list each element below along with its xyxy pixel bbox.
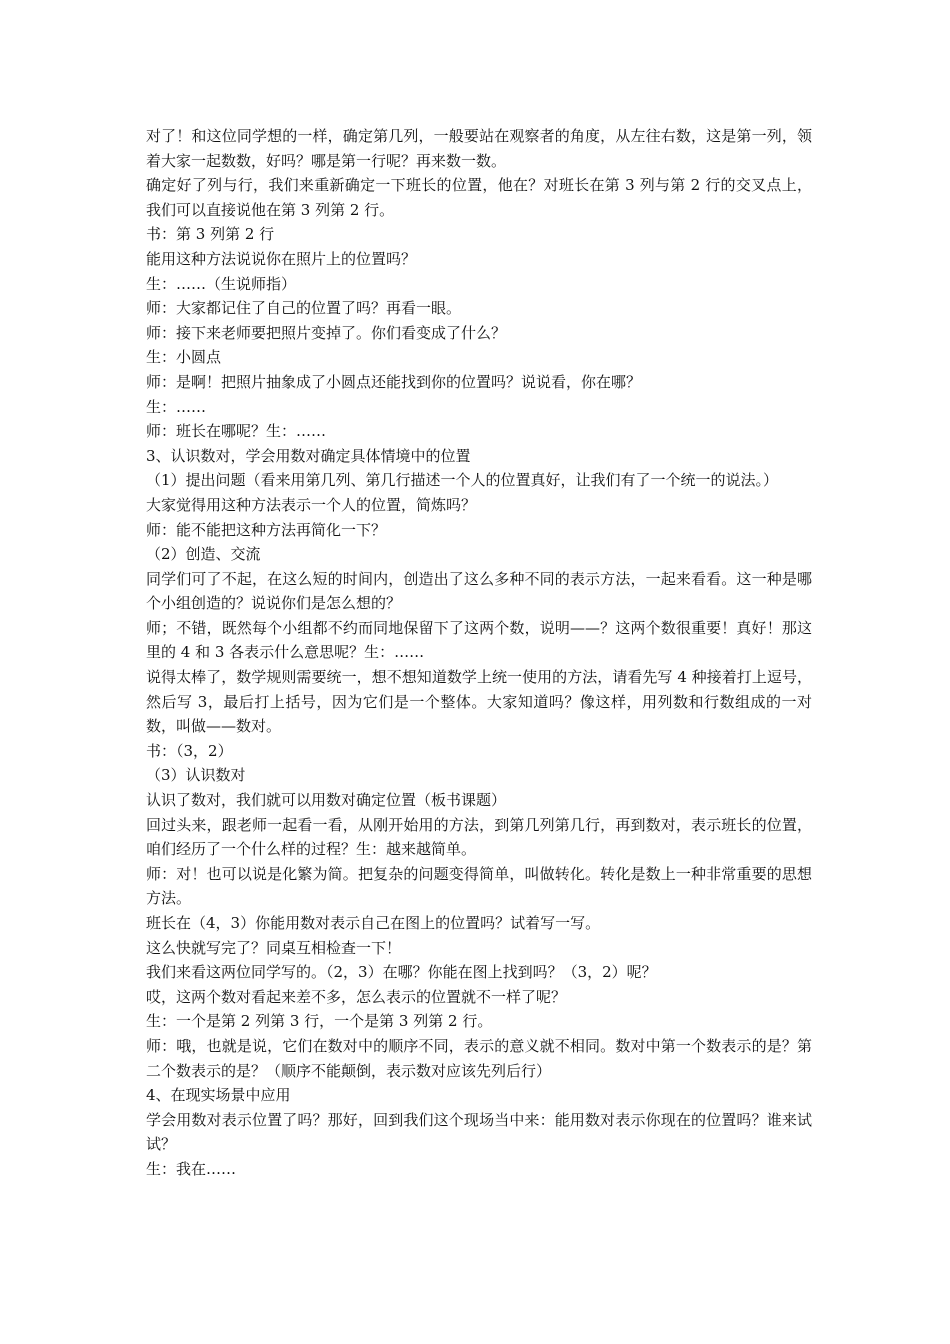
paragraph: 同学们可了不起，在这么短的时间内，创造出了这么多种不同的表示方法，一起来看看。这一种是哪个小组创造的？说说你们是怎么想的？ (146, 569, 812, 613)
paragraph: 班长在（4，3）你能用数对表示自己在图上的位置吗？试着写一写。 (146, 914, 601, 932)
paragraph: 回过头来，跟老师一起看一看，从刚开始用的方法，到第几列第几行，再到数对，表示班长的位置，咱们经历了一个什么样的过程？生：越来越简单。 (146, 815, 812, 859)
paragraph: 生：…… (146, 397, 207, 416)
document-page (146, 124, 812, 1182)
paragraph: 大家觉得用这种方法表示一个人的位置，简炼吗？ (146, 495, 477, 514)
section-heading: 3、认识数对，学会用数对确定具体情境中的位置 (146, 446, 471, 465)
paragraph: 确定好了列与行，我们来重新确定一下班长的位置，他在？对班长在第 3 列与第 2 行的交叉点上，我们可以直接说他在第 3 列第 2 行。 (146, 176, 812, 219)
paragraph: （1）提出问题（看来用第几列、第几行描述一个人的位置真好，让我们有了一个统一的说法。） (146, 471, 779, 490)
paragraph: 师：哦，也就是说，它们在数对中的顺序不同，表示的意义就不相同。数对中第一个数表示的是？第二个数表示的是？（顺序不能颠倒，表示数对应该先列后行） (146, 1036, 812, 1080)
paragraph: 师：能不能把这种方法再简化一下？ (146, 520, 387, 539)
subsection-heading: （2）创造、交流 (146, 545, 261, 564)
paragraph: 认识了数对，我们就可以用数对确定位置（板书课题） (146, 791, 507, 810)
paragraph: 生：……（生说师指） (146, 274, 297, 293)
paragraph: 学会用数对表示位置了吗？那好，回到我们这个现场当中来：能用数对表示你现在的位置吗？谁来试试？ (146, 1110, 812, 1154)
paragraph: 生：小圆点 (146, 348, 222, 367)
paragraph: 师：对！也可以说是化繁为简。把复杂的问题变得简单，叫做转化。转化是数上一种非常重要的思想方法。 (146, 864, 812, 908)
paragraph: 说得太棒了，数学规则需要统一，想不想知道数学上统一使用的方法，请看先写 4 种接着打上逗号，然后写 3，最后打上括号，因为它们是一个整体。大家知道吗？像这样，用列数和行数组成的一对数，叫做——数对。 (146, 668, 812, 736)
paragraph: 生：我在…… (146, 1159, 237, 1178)
paragraph: 生：一个是第 2 列第 3 行，一个是第 3 列第 2 行。 (146, 1012, 493, 1031)
paragraph: 对了！和这位同学想的一样，确定第几列，一般要站在观察者的角度，从左往右数，这是第一列，领着大家一起数数，好吗？哪是第一行呢？再来数一数。 (146, 127, 812, 170)
paragraph: 我们来看这两位同学写的。（2，3）在哪？你能在图上找到吗？（3，2）呢？ (146, 963, 657, 982)
paragraph: 书：（3，2） (146, 741, 233, 760)
paragraph: 能用这种方法说说你在照片上的位置吗？ (146, 249, 417, 268)
paragraph: 哎，这两个数对看起来差不多，怎么表示的位置就不一样了呢？ (146, 987, 567, 1006)
paragraph: 师：接下来老师要把照片变掉了。你们看变成了什么？ (146, 323, 507, 342)
section-heading: 4、在现实场景中应用 (146, 1086, 291, 1105)
paragraph: 书：第 3 列第 2 行 (146, 225, 275, 244)
paragraph: 师：班长在哪呢？生：…… (146, 422, 327, 441)
paragraph: 这么快就写完了？同桌互相检查一下！ (146, 938, 402, 957)
paragraph: 师；不错，既然每个小组都不约而同地保留下了这两个数，说明——？这两个数很重要！真好！那这里的 4 和 3 各表示什么意思呢？生：…… (146, 618, 812, 662)
subsection-heading: （3）认识数对 (146, 766, 246, 785)
paragraph: 师：大家都记住了自己的位置了吗？再看一眼。 (146, 299, 462, 318)
paragraph: 师：是啊！把照片抽象成了小圆点还能找到你的位置吗？说说看，你在哪？ (146, 372, 642, 391)
